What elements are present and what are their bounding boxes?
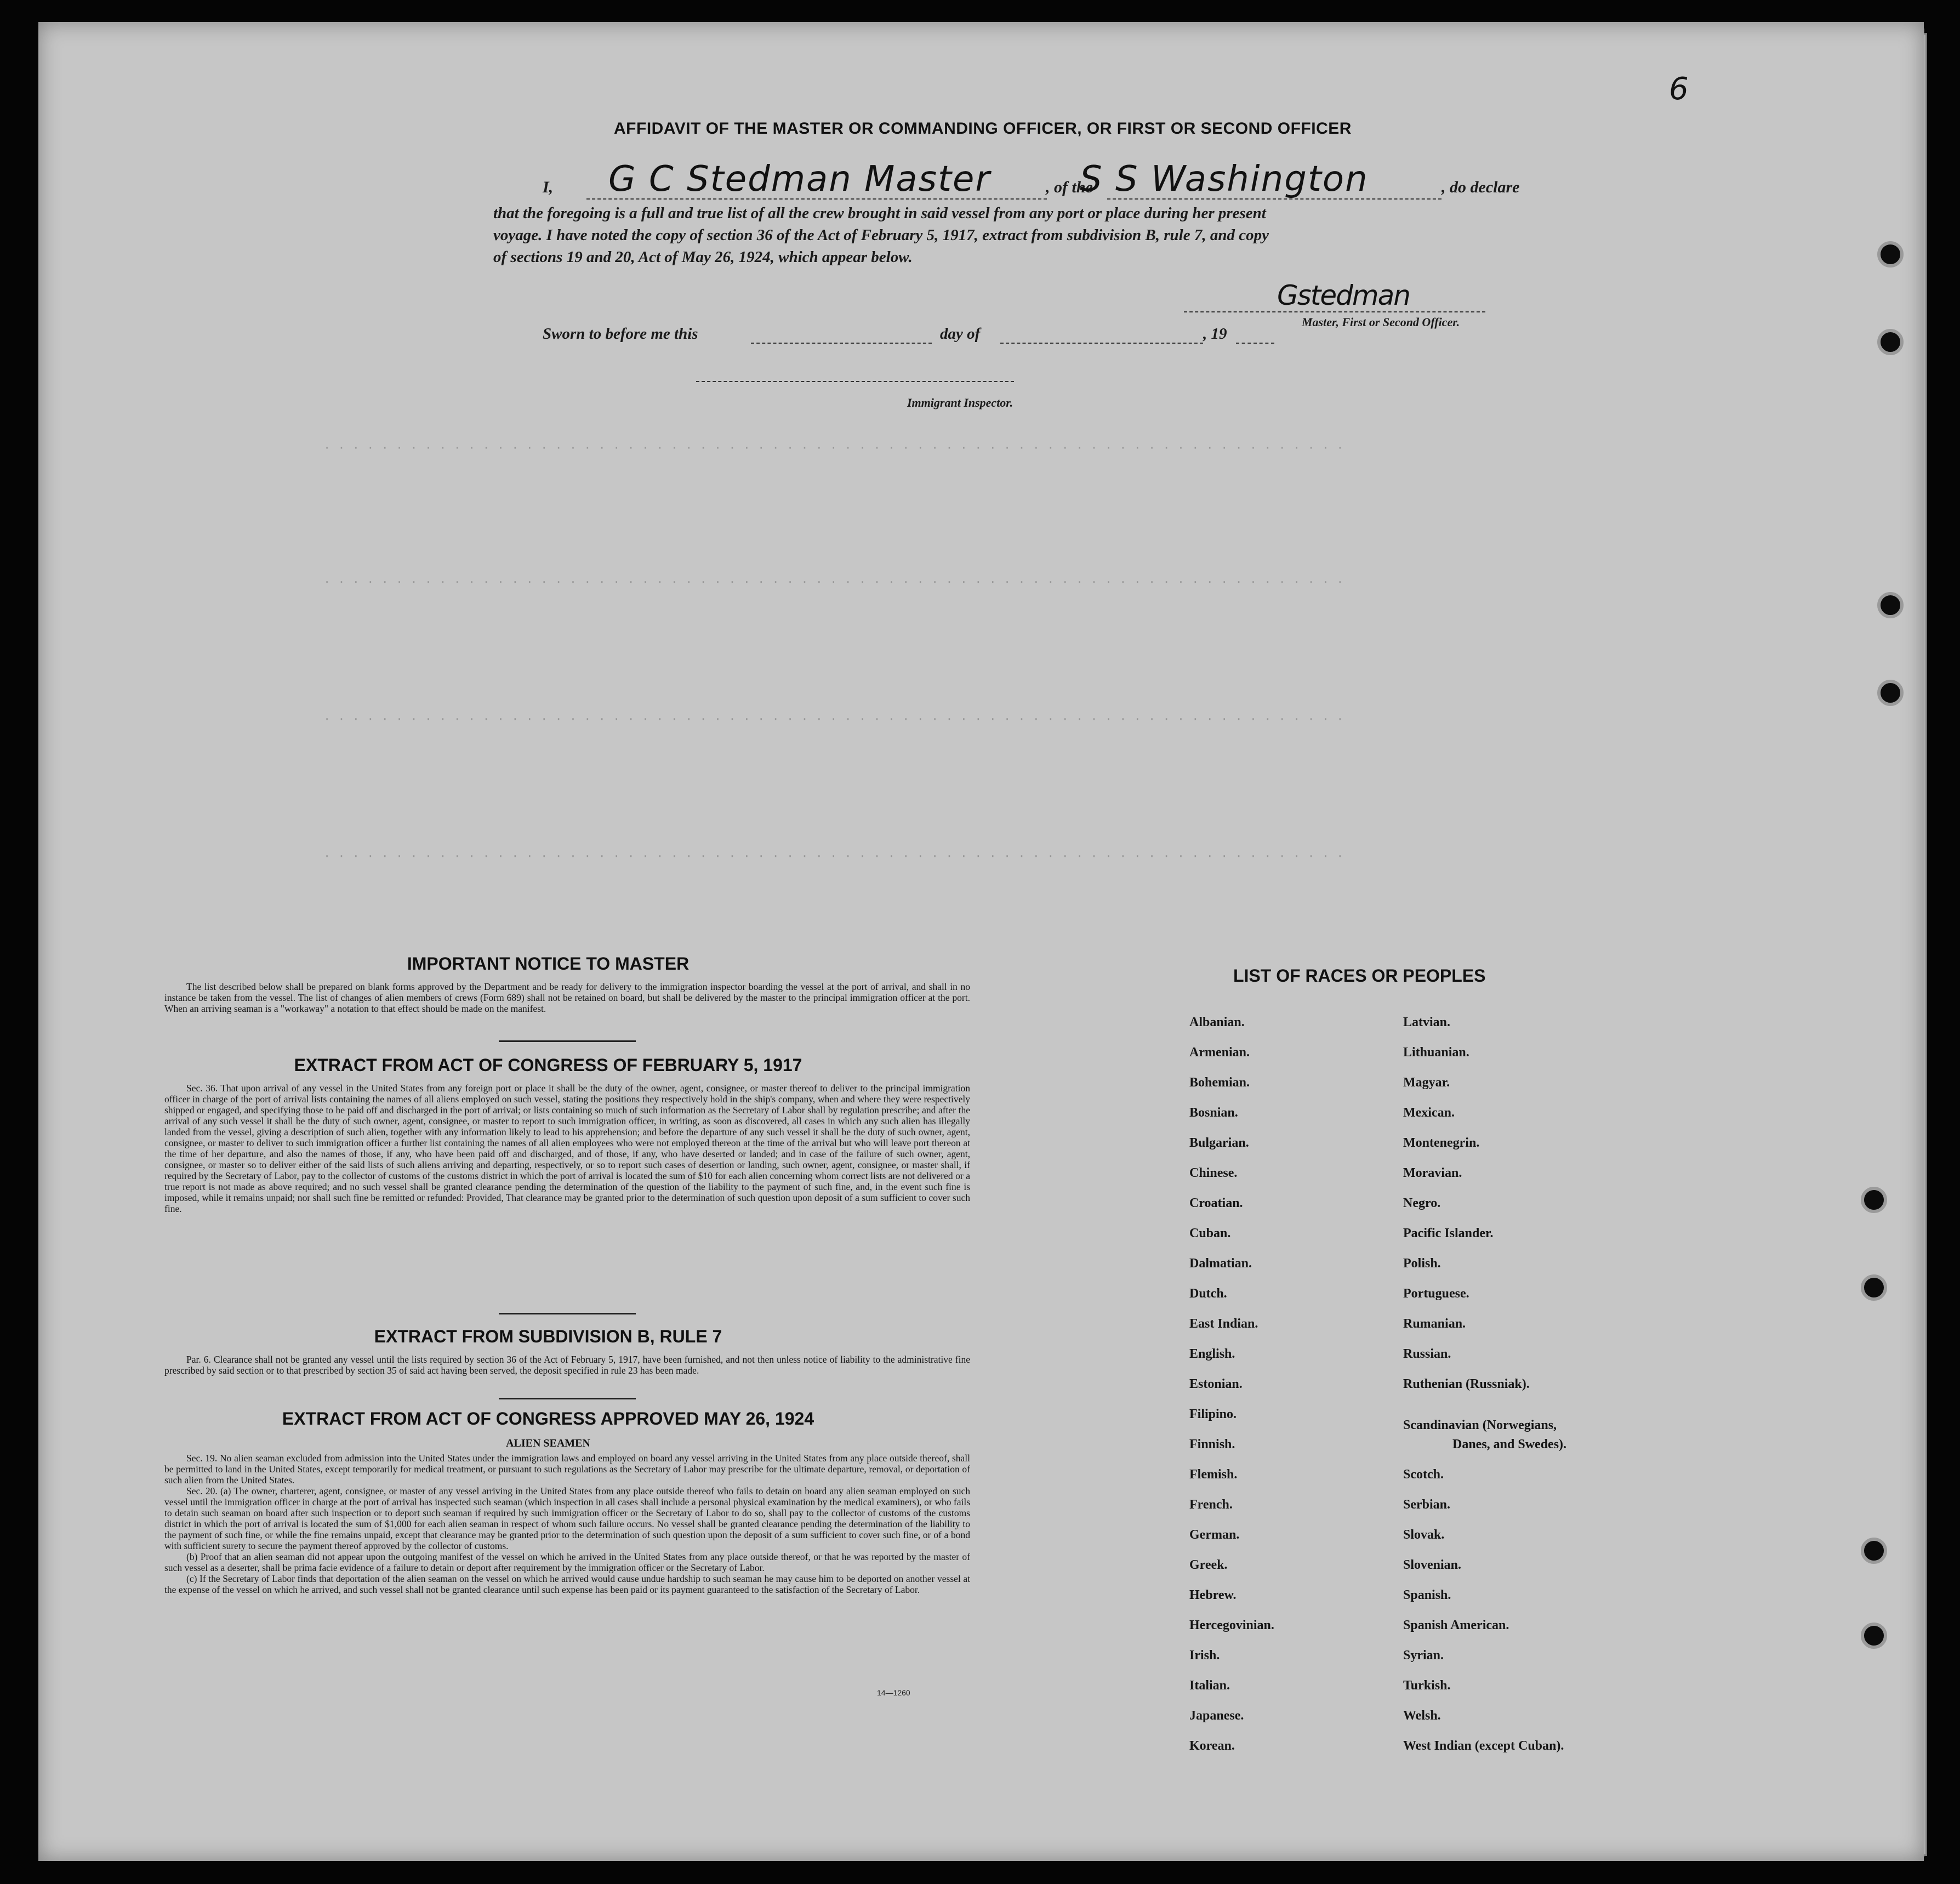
race-item: Chinese. — [1189, 1166, 1238, 1180]
sec20c-text: (c) If the Secretary of Labor finds that deportation of the alien seaman on the vessel on which he arrived would cause undue hardship to such seaman he may cause him to be deported on another vessel at the expense of the vessel on which he arrived, and such vessel shall not be granted clearance until such expense has been paid or its payment guaranteed to the satisfaction of the Secretary of Labor. — [164, 1573, 970, 1595]
race-item: Danes, and Swedes). — [1452, 1437, 1567, 1452]
race-item: East Indian. — [1189, 1317, 1258, 1331]
punch-hole-icon — [1861, 1623, 1887, 1649]
race-item: Latvian. — [1403, 1015, 1451, 1029]
affidavit-line-3: of sections 19 and 20, Act of May 26, 1924, which appear below. — [493, 248, 913, 266]
race-item: Bohemian. — [1189, 1075, 1250, 1090]
notice-title: IMPORTANT NOTICE TO MASTER — [407, 954, 690, 974]
extract-1917-text: Sec. 36. That upon arrival of any vessel in the United States from any foreign port or place it shall be the duty of the owner, agent, consignee, or master thereof to deliver to the principal immigration officer in charge of the port of arrival lists containing the names of all aliens employed on such vessel, stating the positions they respectively hold in the ship's company, when and where they were respectively shipped or engaged, and specifying those to be paid off and discharged in the port of arrival; or lists containing so much of such information as the Secretary of Labor shall by regulation prescribe; and after the arrival of any such vessel it shall be the duty of such owner, agent, consignee, or master to report to such immigration officer, in writing, as soon as discovered, all cases in which any such alien has illegally landed from the vessel, giving a description of such alien, together with any information likely to lead to his apprehension; and before the departure of any such vessel it shall be the duty of such owner, agent, consignee, or master to deliver to such immigration officer a further list containing the names of all alien employees who were not employed thereon at the time of the arrival but who will leave port thereon at the time of her departure, and also the names of those, if any, who have been paid off and discharged, and of those, if any, who have deserted or landed; and in case of the failure of such owner, agent, consignee, or master so to deliver either of the said lists of such aliens arriving and departing, respectively, or so to report such cases of desertion or landing, such owner, agent, consignee, or master shall, if required by the Secretary of Labor, pay to the collector of customs of the customs district in which the port of arrival is located the sum of $10 for each alien concerning whom correct lists are not delivered or a true report is not made as above required; and no such vessel shall be granted clearance pending the determination of the question of the liability to the payment of such fine, and, in the event such fine is imposed, while it remains unpaid; nor shall such fine be remitted or refunded: Provided, That clearance may be granted prior to the determination of such question upon deposit of a sum sufficient to cover such fine. — [164, 1083, 970, 1214]
punch-hole-icon — [1861, 1538, 1887, 1564]
race-item: Scotch. — [1403, 1467, 1444, 1482]
manifest-page: 6 · · · · · · · · · · · · · · · · · · · · · · · · · · · · · · · · · · · · · · · · · · · · · · · · · · · · · · · · · · · · · · · · · · · · · · · · · · · · · · · · · · · · · · · · · · · · · · · · · · · · · · · · · · · · · · · · · · · · · · · · · · · · · · · · · · · · · · · · · · · · · · · · · · · · · · · · · · · · · · · · · · · · · · · · · · · · · · · · · · · · · · · · · · · · · · · · · · · · · · · · · · · · · · · · · · · · · · · · · · · · · · · · · · · · · · · · · · · · · · · · · · · · · · · · · · · · · · · · · · · · · · · · · · · · · · · · · · · · · · · · · · · · AFFIDAVIT OF THE MASTER OR COMMANDING OFFICER, OR FIRST OR SECOND OFFICER I, G C Stedman Master , of the S S Washington , do declare that the foregoing is a full and true list of all the crew brought in said vessel from any port or place during her present voyage. I have noted the copy of section 36 of the Act of February 5, 1917, extract from subdivision B, rule 7, and copy of sections 19 and 20, Act of May 26, 1924, which appear below. Gstedman Master, First or Second Officer. Sworn to before me this day of , 19 Immigrant Inspector. IMPORTANT NOTICE TO MASTER The list described below shall be prepared on blank forms approved by the Department and be ready for delivery to the immigration inspector boarding the vessel at the port of arrival, and shall in no instance be taken from the vessel. The list of changes of alien members of crews (Form 689) shall not be retained on board, but shall be delivered by the master to the principal immigration officer at the port. When an arriving seaman is a "workaway" a notation to that effect should be made on the manifest. EXTRACT FROM ACT OF CONGRESS OF FEBRUARY 5, 1917 Sec. 36. That upon arrival of any vessel in the United States from any foreign port or place it shall be the duty of the owner, agent, consignee, or master thereof to deliver to the principal immigration officer in charge of the port of arrival lists containing the names of all aliens employed on such vessel, stating the positions they respectively hold in the ship's company, when and where they were respectively shipped or engaged, and specifying those to be paid off and discharged in the port of arrival; or lists containing so much of such information as the Secretary of Labor shall by regulation prescribe; and after the arrival of any such vessel it shall be the duty of such owner, agent, consignee, or master to report to such immigration officer, in writing, as soon as discovered, all cases in which any such alien has illegally landed from the vessel, giving a description of such alien, together with any information likely to lead to his apprehension; and before the departure of any such vessel it shall be the duty of such owner, agent, consignee, or master to deliver to such immigration officer a further list containing the names of all alien employees who were not employed thereon at the time of the arrival but who will leave port thereon at the time of her departure, and also the names of those, if any, who have been paid off and discharged, and of those, if any, who have deserted or landed; and in case of the failure of such owner, agent, consignee, or master so to deliver either of the said lists of such aliens arriving and departing, respectively, or so to report such cases of desertion or landing, such owner, agent, consignee, or master shall, if required by the Secretary of Labor, pay to the collector of customs of the customs district in which the port of arrival is located the sum of $10 for each alien concerning whom correct lists are not delivered or a true report is not made as above required; and no such vessel shall be granted clearance pending the determination of the question of the liability to the payment of such fine, and, in the event such fine is imposed, while it remains unpaid; nor shall such fine be remitted or refunded: Provided, That clearance may be granted prior to the determination of such question upon deposit of a sum sufficient to cover such fine. EXTRACT FROM SUBDIVISION B, RULE 7 Par. 6. Clearance shall not be granted any vessel until the lists required by section 36 of the Act of February 5, 1917, have been furnished, and not then unless notice of liability to the administrative fine prescribed by said section or to that prescribed by section 35 of said act having been served, the deposit specified in rule 23 has been made. EXTRACT FROM ACT OF CONGRESS APPROVED MAY 26, 1924 ALIEN SEAMEN Sec. 19. No alien seaman excluded from admission into the United States under the immigration laws and employed on board any vessel arriving in the United States from any place outside thereof, shall be permitted to land in the United States, except temporarily for medical treatment, or pursuant to such regulations as the Secretary of Labor may prescribe for the ultimate departure, removal, or deportation of such alien from the United States. Sec. 20. (a) The owner, charterer, agent, consignee, or master of any vessel arriving in the United States from any place outside thereof who fails to detain on board any alien seaman employed on such vessel until the immigration officer in charge at the port of arrival has inspected such seaman (which inspection in all cases shall include a personal physical examination by the medical examiners), or who fails to detain such seaman on board after such inspection or to deport such seaman if required by such immigration officer or the Secretary of Labor to do so, shall pay to the collector of customs of the customs district in which the port of arrival is located the sum of $1,000 for each alien seaman in respect of whom such failure occurs. No vessel shall be granted clearance pending the determination of the liability to the payment of such fine, or while the fine remains unpaid, except that clearance may be granted prior to the determination of such question upon the deposit of a sum sufficient to cover such fine, or of a bond with sufficient surety to secure the payment thereof approved by the collector of customs. (b) Proof that an alien seaman did not appear upon the outgoing manifest of the vessel on which he arrived in the United States from any place outside thereof, or that he was reported by the master of such vessel as a deserter, shall be prima facie evidence of a failure to detain or deport after requirement by the immigration officer or the Secretary of Labor. (c) If the Secretary of Labor finds that deportation of the alien seaman on the vessel on which he arrived would cause undue hardship to such seaman he may cause him to be deported on another vessel at the expense of the vessel on which he arrived, and such vessel shall not be granted clearance until such expense has been paid or its payment guaranteed to the satisfaction of the Secretary of Labor. 14—1260 LIST OF RACES OR PEOPLES Albanian. Armenian. Bohemian. Bosnian. Bulgarian. Chinese. Croatian. Cuban. Dalmatian. Dutch. East Indian. English. Estonian. Filipino. Finnish. Flemish. French. German. Greek. Hebrew. Hercegovinian. Irish. Italian. Japanese. Korean. Latvian. Lithuanian. Magyar. Mexican. Montenegrin. Moravian. Negro. Pacific Islander. Polish. Portuguese. Rumanian. Russian. Ruthenian (Russniak). Scandinavian (Norwegians, Danes, and Swedes). Scotch. Serbian. Slovak. Slovenian. Spanish. Spanish American. Syrian. Turkish. Welsh. West Indian (except Cuban). — [38, 22, 1924, 1861]
signature-line — [1184, 311, 1485, 312]
race-item: Dutch. — [1189, 1287, 1227, 1301]
race-item: Slovak. — [1403, 1528, 1445, 1542]
race-item: Hercegovinian. — [1189, 1618, 1274, 1632]
sworn-month-line — [1000, 343, 1203, 344]
race-item: Cuban. — [1189, 1226, 1231, 1240]
sworn-day-line — [751, 343, 932, 344]
declare-label: , do declare — [1441, 178, 1520, 196]
sworn-year-label: , 19 — [1203, 325, 1227, 343]
notice-text: The list described below shall be prepared on blank forms approved by the Department and be ready for delivery to the immigration inspector boarding the vessel at the port of arrival, and shall in no instance be taken from the vessel. The list of changes of alien members of crews (Form 689) shall not be retained on board, but shall be delivered by the master to the principal immigration officer at the port. When an arriving seaman is a "workaway" a notation to that effect should be made on the manifest. — [164, 981, 970, 1014]
inspector-caption: Immigrant Inspector. — [907, 396, 1013, 409]
separator-2 — [499, 1313, 636, 1314]
race-item: Dalmatian. — [1189, 1256, 1252, 1271]
sworn-day-label: day of — [940, 325, 981, 343]
race-item: Greek. — [1189, 1558, 1228, 1572]
race-item: Mexican. — [1403, 1106, 1455, 1120]
master-signature: Gstedman — [1277, 280, 1410, 311]
vessel-name-field: S S Washington — [1080, 159, 1369, 200]
punch-hole-icon — [1877, 592, 1904, 618]
race-item: Finnish. — [1189, 1437, 1235, 1452]
inspector-line — [696, 381, 1014, 382]
affidavit-title: AFFIDAVIT OF THE MASTER OR COMMANDING OFFICER, OR FIRST OR SECOND OFFICER — [614, 119, 1352, 138]
punch-hole-icon — [1861, 1274, 1887, 1301]
form-number: 14—1260 — [877, 1688, 910, 1697]
race-item: Flemish. — [1189, 1467, 1238, 1482]
punch-hole-icon — [1877, 241, 1904, 267]
race-item: Estonian. — [1189, 1377, 1243, 1391]
race-item: Pacific Islander. — [1403, 1226, 1494, 1240]
affidavit-line-1: that the foregoing is a full and true list of all the crew brought in said vessel from any port or place during her present — [493, 204, 1266, 222]
race-item: Hebrew. — [1189, 1588, 1237, 1602]
race-item: Negro. — [1403, 1196, 1441, 1210]
race-item: English. — [1189, 1347, 1235, 1361]
race-item: Magyar. — [1403, 1075, 1450, 1090]
race-item: Portuguese. — [1403, 1287, 1469, 1301]
extract-1917-title: EXTRACT FROM ACT OF CONGRESS OF FEBRUARY 5, 1917 — [294, 1055, 802, 1075]
race-item: Croatian. — [1189, 1196, 1243, 1210]
race-item: Italian. — [1189, 1678, 1230, 1693]
races-title: LIST OF RACES OR PEOPLES — [1233, 966, 1486, 986]
race-item: Bosnian. — [1189, 1106, 1238, 1120]
race-item: Moravian. — [1403, 1166, 1462, 1180]
extract-rule7-title: EXTRACT FROM SUBDIVISION B, RULE 7 — [374, 1327, 722, 1346]
affidavit-prefix: I, — [543, 178, 554, 196]
punch-hole-icon — [1861, 1187, 1887, 1213]
race-item: German. — [1189, 1528, 1240, 1542]
race-item: French. — [1189, 1498, 1233, 1512]
punch-hole-icon — [1877, 329, 1904, 355]
punch-hole-icon — [1877, 680, 1904, 706]
race-item: Korean. — [1189, 1739, 1235, 1753]
race-item: West Indian (except Cuban). — [1403, 1739, 1564, 1753]
race-item: Turkish. — [1403, 1678, 1451, 1693]
race-item: Irish. — [1189, 1648, 1220, 1663]
race-item: Lithuanian. — [1403, 1045, 1469, 1060]
separator-3 — [499, 1398, 636, 1399]
sec20a-text: Sec. 20. (a) The owner, charterer, agent, consignee, or master of any vessel arriving in the United States from any place outside thereof who fails to detain on board any alien seaman employed on such vessel until the immigration officer in charge at the port of arrival has inspected such seaman (which inspection in all cases shall include a personal physical examination by the medical examiners), or who fails to detain such seaman on board after such inspection or to deport such seaman if required by such immigration officer or the Secretary of Labor to do so, shall pay to the collector of customs of the customs district in which the port of arrival is located the sum of $1,000 for each alien seaman in respect of whom such failure occurs. No vessel shall be granted clearance pending the determination of the liability to the payment of such fine, or while the fine remains unpaid, except that clearance may be granted prior to the determination of such question upon the deposit of a sum sufficient to cover such fine, or of a bond with sufficient surety to secure the payment thereof approved by the collector of customs. — [164, 1485, 970, 1551]
race-item: Slovenian. — [1403, 1558, 1462, 1572]
race-item: Syrian. — [1403, 1648, 1444, 1663]
corner-page-number: 6 — [1669, 71, 1689, 107]
race-item: Filipino. — [1189, 1407, 1237, 1421]
separator-1 — [499, 1040, 636, 1042]
race-item: Polish. — [1403, 1256, 1441, 1271]
race-item: Serbian. — [1403, 1498, 1451, 1512]
signature-caption: Master, First or Second Officer. — [1302, 315, 1460, 329]
race-item: Welsh. — [1403, 1709, 1441, 1723]
race-item: Ruthenian (Russniak). — [1403, 1377, 1530, 1391]
extract-rule7-text: Par. 6. Clearance shall not be granted any vessel until the lists required by section 36 of the Act of February 5, 1917, have been furnished, and not then unless notice of liability to the administrative fine prescribed by said section or to that prescribed by section 35 of said act having been served, the deposit specified in rule 23 has been made. — [164, 1354, 970, 1376]
sec19-text: Sec. 19. No alien seaman excluded from admission into the United States under the immigration laws and employed on board any vessel arriving in the United States from any place outside thereof, shall be permitted to land in the United States, except temporarily for medical treatment, or pursuant to such regulations as the Secretary of Labor may prescribe for the ultimate departure, removal, or deportation of such alien from the United States. — [164, 1453, 970, 1485]
race-item: Russian. — [1403, 1347, 1451, 1361]
master-name-field: G C Stedman Master — [608, 159, 991, 200]
race-item: Scandinavian (Norwegians, — [1403, 1418, 1557, 1432]
race-item: Rumanian. — [1403, 1317, 1466, 1331]
race-item: Montenegrin. — [1403, 1136, 1480, 1150]
sworn-label: Sworn to before me this — [543, 325, 698, 343]
race-item: Armenian. — [1189, 1045, 1250, 1060]
race-item: Bulgarian. — [1189, 1136, 1249, 1150]
race-item: Spanish American. — [1403, 1618, 1509, 1632]
of-the-label: , of the — [1046, 178, 1093, 196]
race-item: Albanian. — [1189, 1015, 1245, 1029]
race-item: Japanese. — [1189, 1709, 1244, 1723]
sworn-year-line — [1236, 343, 1274, 344]
affidavit-line-2: voyage. I have noted the copy of section 36 of the Act of February 5, 1917, extract from subdivision B, rule 7, and copy — [493, 226, 1269, 244]
alien-seamen-subtitle: ALIEN SEAMEN — [506, 1437, 590, 1449]
race-item: Spanish. — [1403, 1588, 1451, 1602]
sec20b-text: (b) Proof that an alien seaman did not appear upon the outgoing manifest of the vessel on which he arrived in the United States from any place outside thereof, or that he was reported by the master of such vessel as a deserter, shall be prima facie evidence of a failure to detain or deport after requirement by the immigration officer or the Secretary of Labor. — [164, 1551, 970, 1573]
extract-1924-title: EXTRACT FROM ACT OF CONGRESS APPROVED MAY 26, 1924 — [282, 1409, 814, 1428]
